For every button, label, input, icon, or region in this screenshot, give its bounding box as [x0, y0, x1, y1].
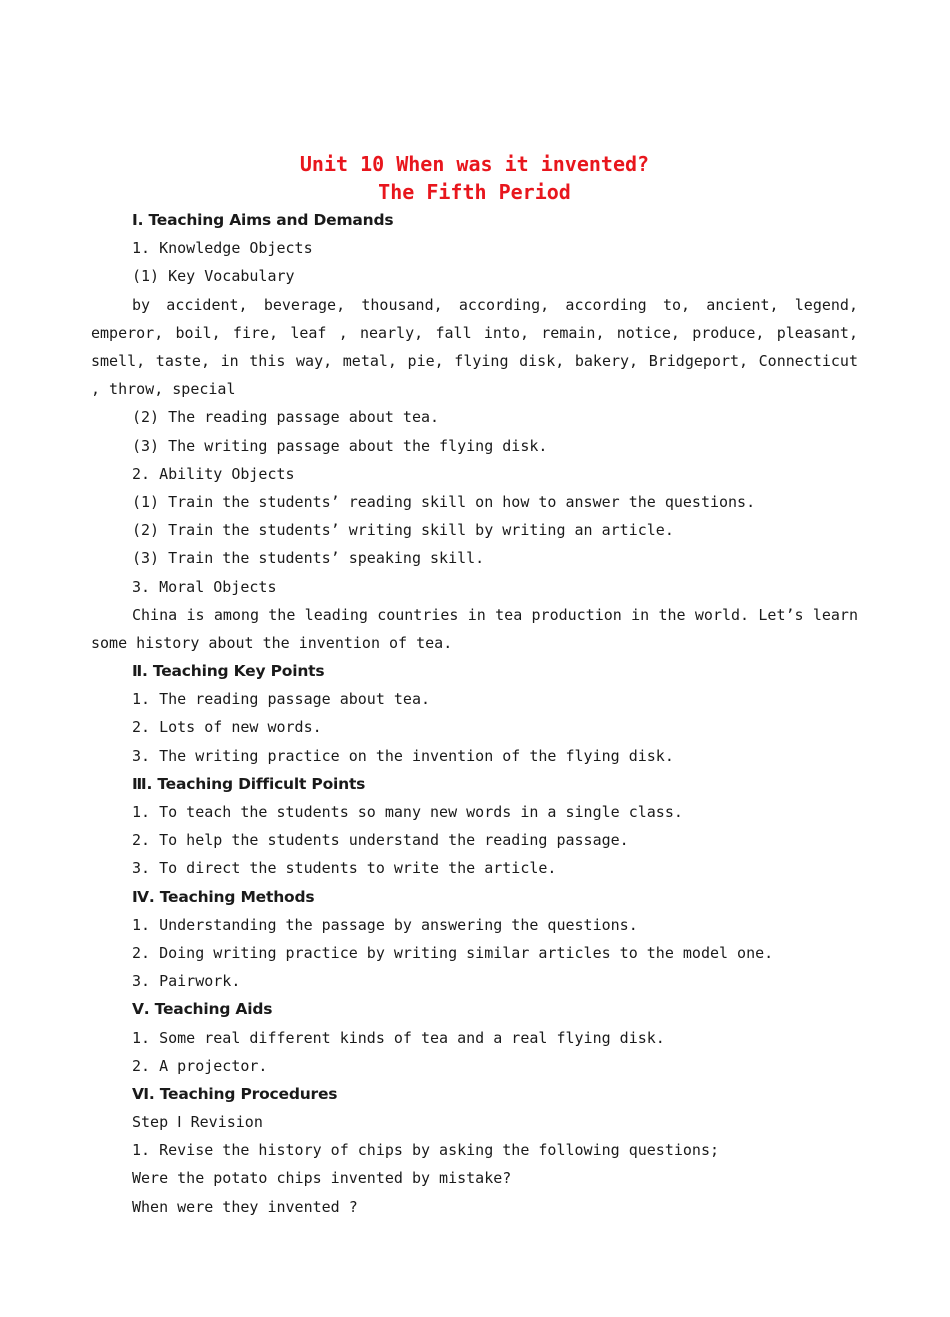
- method-item: 2. Doing writing practice by writing similar articles to the model one.: [132, 943, 774, 962]
- document-page: [91, 150, 858, 1221]
- difficult-point-item: 3. To direct the students to write the article.: [132, 859, 557, 878]
- section-heading-aids: Ⅴ. Teaching Aids: [132, 1000, 273, 1019]
- section-heading-key-points: Ⅱ. Teaching Key Points: [132, 662, 325, 681]
- aid-item: 2. A projector.: [132, 1056, 268, 1075]
- procedure-item: Step Ⅰ Revision: [132, 1113, 263, 1132]
- difficult-point-item: 1. To teach the students so many new words in a single class.: [132, 803, 683, 822]
- section-heading-procedures: Ⅵ. Teaching Procedures: [132, 1084, 338, 1103]
- writing-passage-item: (3) The writing passage about the flying disk.: [132, 436, 548, 455]
- aid-item: 1. Some real different kinds of tea and a real flying disk.: [132, 1028, 665, 1047]
- section-heading-aims: Ⅰ. Teaching Aims and Demands: [132, 211, 394, 229]
- ability-item: (2) Train the students’ writing skill by writing an article.: [132, 521, 674, 540]
- moral-objects-label: 3. Moral Objects: [132, 577, 277, 596]
- section-heading-difficult-points: Ⅲ. Teaching Difficult Points: [132, 774, 366, 793]
- title-line-2: The Fifth Period: [378, 180, 571, 204]
- procedure-item: Were the potato chips invented by mistake?: [132, 1169, 512, 1188]
- reading-passage-item: (2) The reading passage about tea.: [132, 408, 440, 427]
- vocabulary-paragraph: by accident, beverage, thousand, according, according to, ancient, legend, emperor, boil, fire, leaf , nearly, fall into, remain, notice, produce, pleasant, smell, taste, in this way, metal, pie, flying disk, bakery, Bridgeport, Connecticut , throw, special: [91, 295, 858, 399]
- ability-item: (1) Train the students’ reading skill on how to answer the questions.: [132, 492, 756, 511]
- ability-objects-label: 2. Ability Objects: [132, 464, 295, 483]
- key-vocabulary-label: (1) Key Vocabulary: [132, 267, 295, 286]
- key-point-item: 1. The reading passage about tea.: [132, 690, 431, 709]
- procedure-item: 1. Revise the history of chips by asking the following questions;: [132, 1141, 719, 1160]
- method-item: 3. Pairwork.: [132, 972, 241, 991]
- procedure-item: When were they invented ?: [132, 1197, 358, 1216]
- document-title: [91, 150, 858, 206]
- knowledge-objects-label: 1. Knowledge Objects: [132, 239, 313, 258]
- title-line-1: Unit 10 When was it invented?: [299, 152, 650, 176]
- key-point-item: 3. The writing practice on the invention of the flying disk.: [132, 746, 674, 765]
- moral-paragraph: China is among the leading countries in tea production in the world. Let’s learn some history about the invention of tea.: [91, 605, 858, 652]
- key-point-item: 2. Lots of new words.: [132, 718, 322, 737]
- ability-item: (3) Train the students’ speaking skill.: [132, 549, 485, 568]
- section-heading-methods: Ⅳ. Teaching Methods: [132, 887, 315, 906]
- difficult-point-item: 2. To help the students understand the reading passage.: [132, 831, 629, 850]
- method-item: 1. Understanding the passage by answering the questions.: [132, 915, 638, 934]
